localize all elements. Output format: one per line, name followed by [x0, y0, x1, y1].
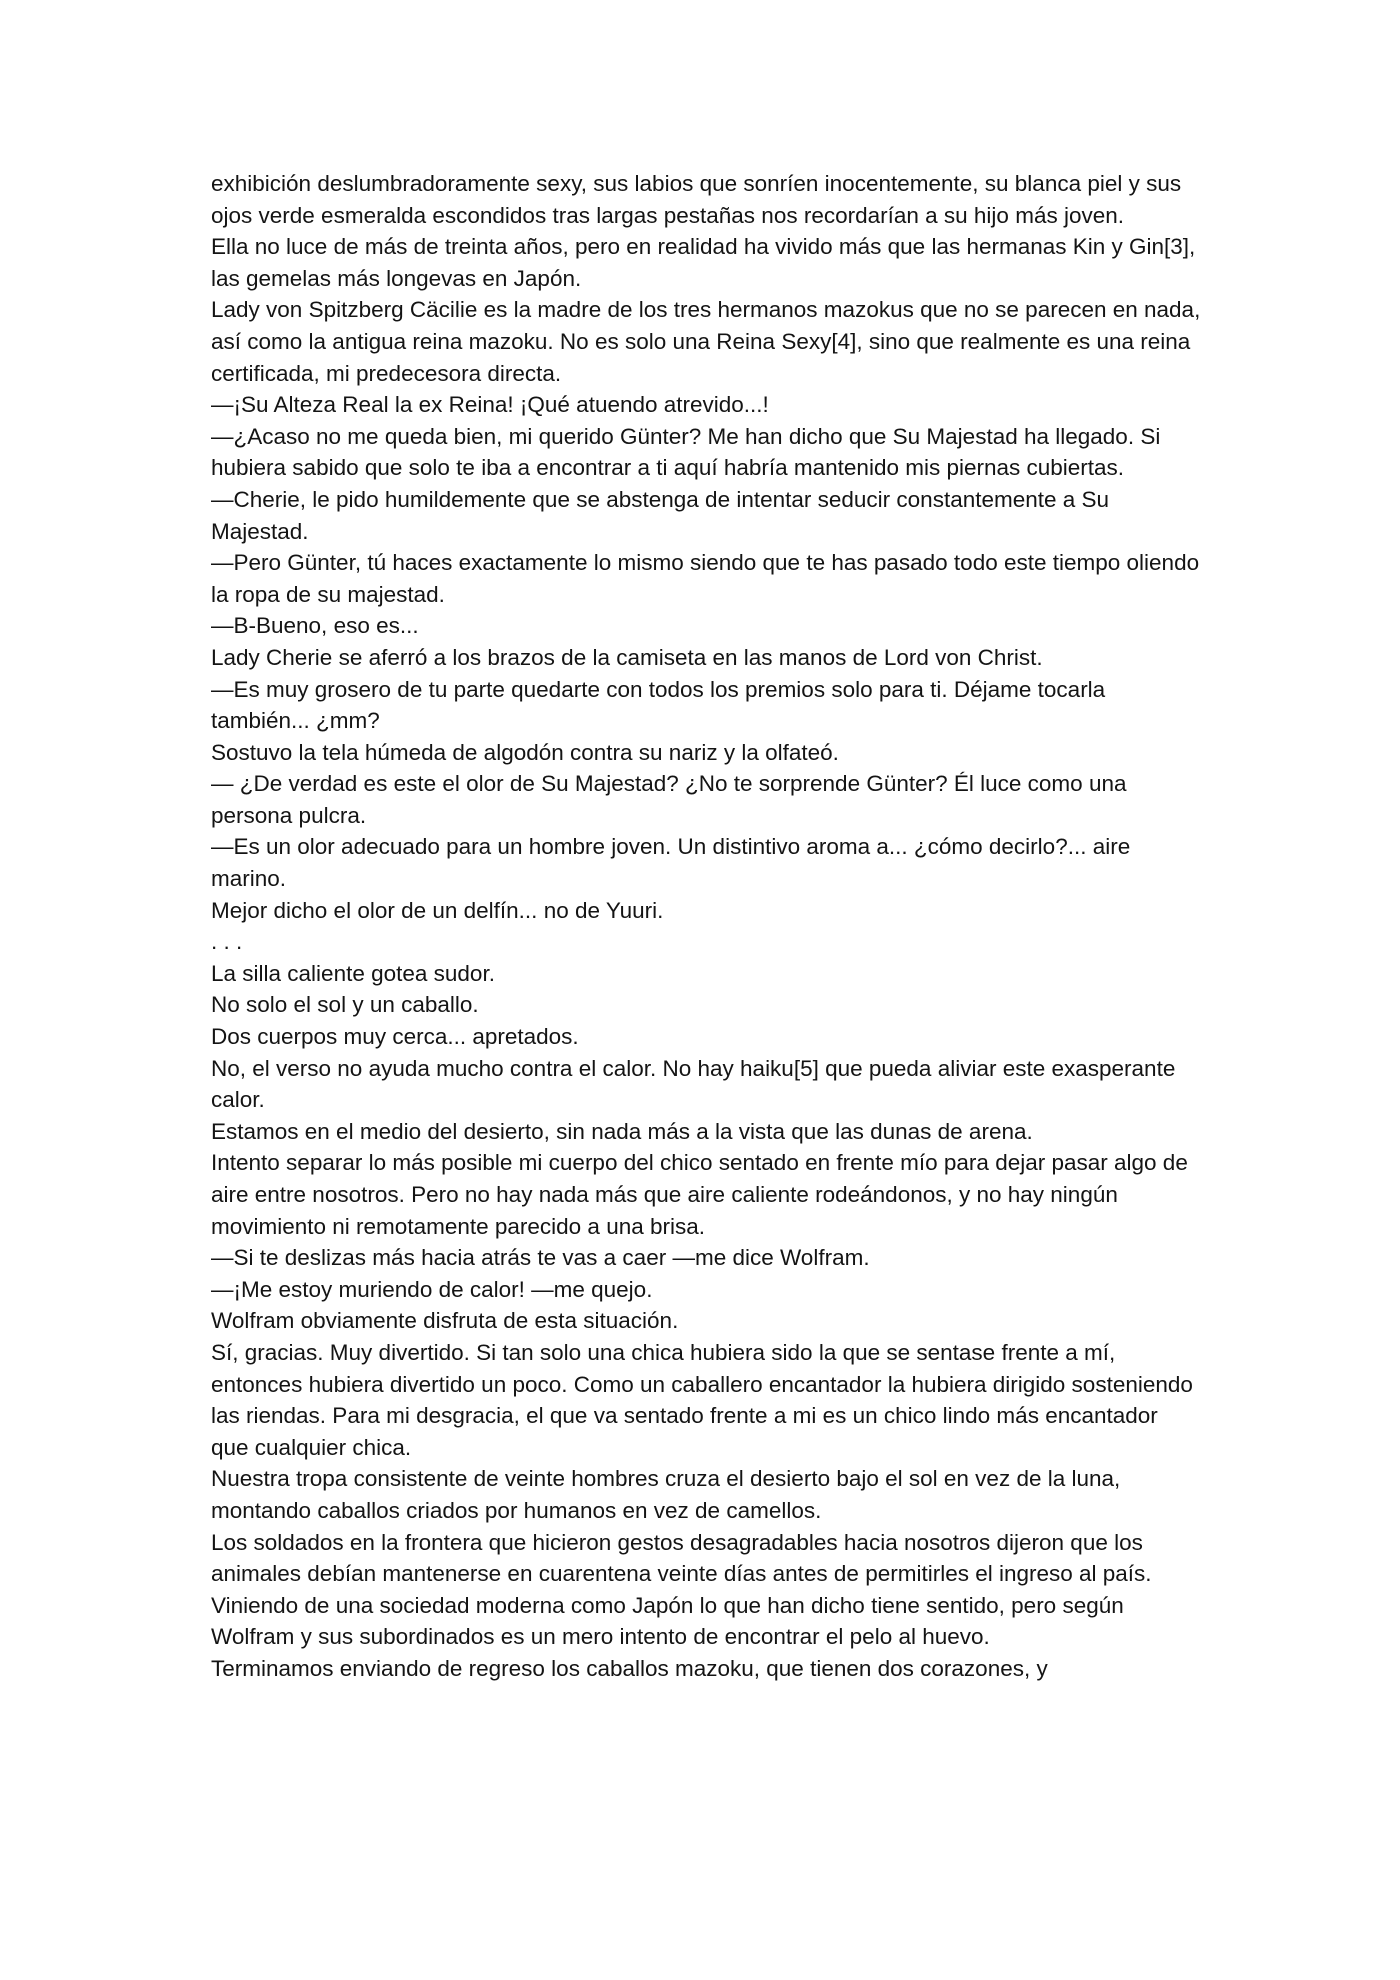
- paragraph: exhibición deslumbradoramente sexy, sus labios que sonríen inocentemente, su blanca piel y sus ojos verde esmeralda escondidos tras largas pestañas nos recordarían a su hijo más joven.: [211, 171, 1182, 228]
- paragraph: —¡Su Alteza Real la ex Reina! ¡Qué atuendo atrevido...!: [211, 392, 769, 418]
- document-body: [211, 168, 1201, 1685]
- paragraph: Sostuvo la tela húmeda de algodón contra su nariz y la olfateó.: [211, 739, 839, 765]
- paragraph: Mejor dicho el olor de un delfín... no de Yuuri.: [211, 897, 664, 923]
- paragraph: —Es un olor adecuado para un hombre joven. Un distintivo aroma a... ¿cómo decirlo?... aire marino.: [211, 834, 1131, 892]
- scene-break: . . .: [211, 929, 243, 955]
- paragraph: —¡Me estoy muriendo de calor! —me quejo.: [211, 1276, 653, 1302]
- paragraph: Los soldados en la frontera que hicieron gestos desagradables hacia nosotros dijeron que los animales debían mantenerse en cuarentena veinte días antes de permitirles el ingreso al país. Viniendo de una sociedad moderna como Japón lo que han dicho tiene sentido, pero según Wolfram y sus subordinados es un mero intento de encontrar el pelo al huevo.: [211, 1529, 1152, 1650]
- paragraph: Estamos en el medio del desierto, sin nada más a la vista que las dunas de arena.: [211, 1118, 1033, 1144]
- paragraph: No solo el sol y un caballo.: [211, 992, 479, 1018]
- paragraph: —Pero Günter, tú haces exactamente lo mismo siendo que te has pasado todo este tiempo oliendo la ropa de su majestad.: [211, 550, 1200, 607]
- paragraph: —B-Bueno, eso es...: [211, 613, 419, 639]
- paragraph: La silla caliente gotea sudor.: [211, 960, 495, 986]
- paragraph: Intento separar lo más posible mi cuerpo del chico sentado en frente mío para dejar pasar algo de aire entre nosotros. Pero no hay nada más que aire caliente rodeándonos, y no hay ningún movimiento ni remotamente parecido a una brisa.: [211, 1150, 1188, 1239]
- paragraph: —Si te deslizas más hacia atrás te vas a caer —me dice Wolfram.: [211, 1245, 870, 1271]
- paragraph: —¿Acaso no me queda bien, mi querido Günter? Me han dicho que Su Majestad ha llegado. Si hubiera sabido que solo te iba a encontrar a ti aquí habría mantenido mis piernas cubiertas.: [211, 423, 1161, 481]
- paragraph: Dos cuerpos muy cerca... apretados.: [211, 1024, 579, 1050]
- paragraph: Wolfram obviamente disfruta de esta situación.: [211, 1308, 679, 1334]
- paragraph: Ella no luce de más de treinta años, pero en realidad ha vivido más que las hermanas Kin y Gin[3], las gemelas más longevas en Japón.: [211, 234, 1196, 291]
- paragraph: — ¿De verdad es este el olor de Su Majestad? ¿No te sorprende Günter? Él luce como una persona pulcra.: [211, 771, 1127, 828]
- paragraph: Terminamos enviando de regreso los caballos mazoku, que tienen dos corazones, y: [211, 1655, 1048, 1681]
- paragraph: Nuestra tropa consistente de veinte hombres cruza el desierto bajo el sol en vez de la luna, montando caballos criados por humanos en vez de camellos.: [211, 1466, 1121, 1523]
- paragraph: —Cherie, le pido humildemente que se abstenga de intentar seducir constantemente a Su Majestad.: [211, 486, 1110, 544]
- paragraph: No, el verso no ayuda mucho contra el calor. No hay haiku[5] que pueda aliviar este exasperante calor.: [211, 1055, 1176, 1113]
- paragraph: Lady von Spitzberg Cäcilie es la madre de los tres hermanos mazokus que no se parecen en nada, así como la antigua reina mazoku. No es solo una Reina Sexy[4], sino que realmente es una reina certificada, mi predecesora directa.: [211, 297, 1201, 386]
- paragraph: Sí, gracias. Muy divertido. Si tan solo una chica hubiera sido la que se sentase frente a mí, entonces hubiera divertido un poco. Como un caballero encantador la hubiera dirigido sosteniendo las riendas. Para mi desgracia, el que va sentado frente a mi es un chico lindo más encantador que cualquier chica.: [211, 1339, 1193, 1460]
- paragraph: —Es muy grosero de tu parte quedarte con todos los premios solo para ti. Déjame tocarla también... ¿mm?: [211, 676, 1106, 734]
- paragraph: Lady Cherie se aferró a los brazos de la camiseta en las manos de Lord von Christ.: [211, 644, 1043, 670]
